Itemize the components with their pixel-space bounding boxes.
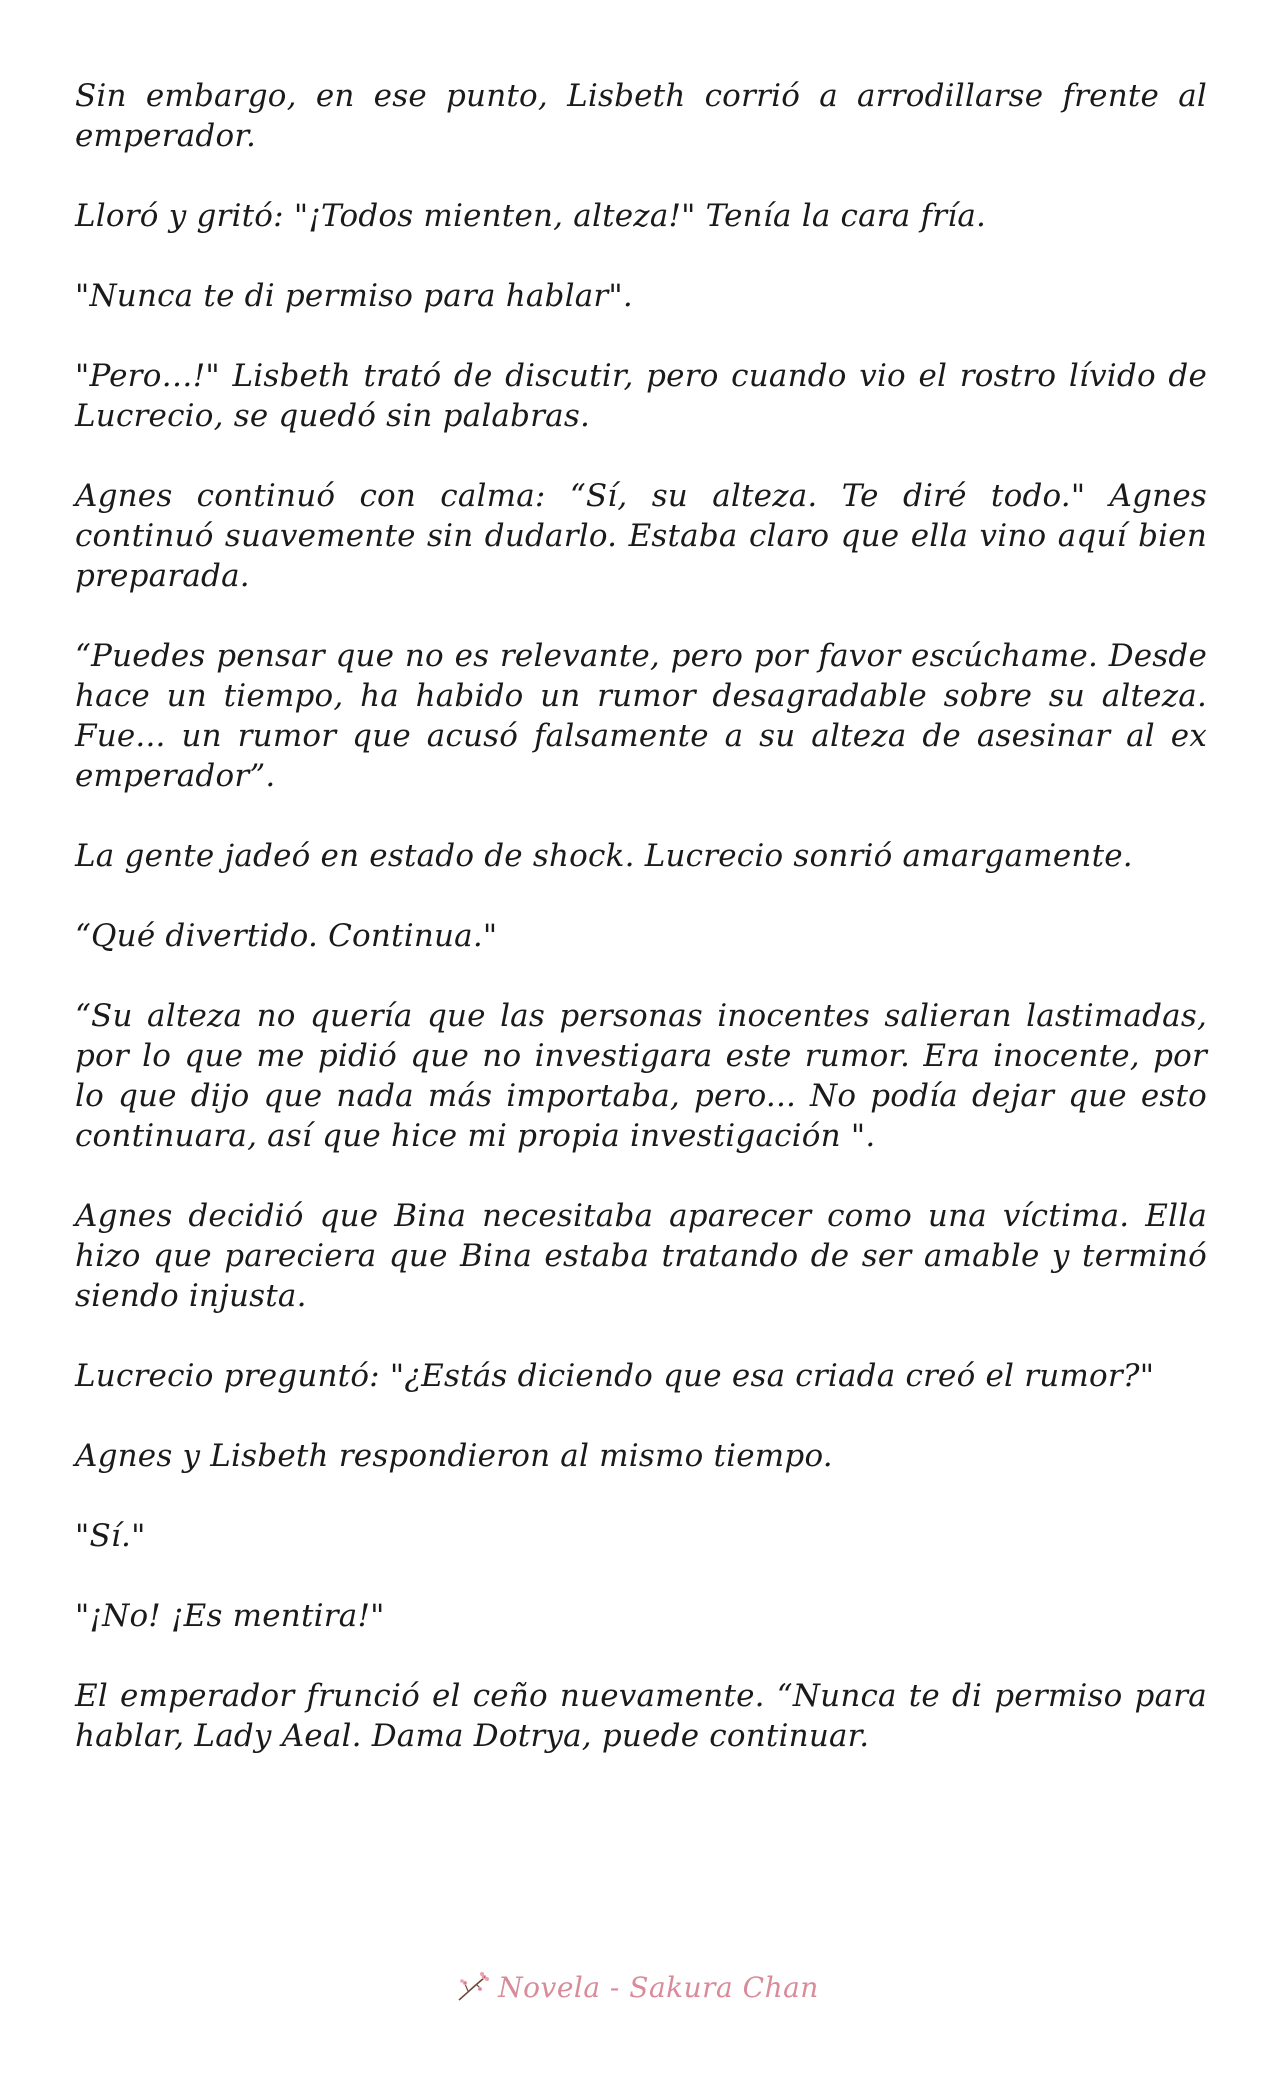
footer-text: Novela - Sakura Chan <box>498 1970 819 2004</box>
paragraph: "Sí." <box>75 1518 146 1554</box>
paragraph: Agnes y Lisbeth respondieron al mismo tiempo. <box>75 1438 833 1474</box>
paragraph: “Puedes pensar que no es relevante, pero por favor escúchame. Desde hace un tiempo, ha habido un rumor desagradable sobre su alteza. Fue... un rumor que acusó falsamente a su alteza de asesinar al ex emperador”. <box>75 638 1207 794</box>
footer-watermark <box>0 1970 1275 2004</box>
paragraph: "Pero…!" Lisbeth trató de discutir, pero cuando vio el rostro lívido de Lucrecio, se quedó sin palabras. <box>75 358 1207 434</box>
paragraph: El emperador frunció el ceño nuevamente. “Nunca te di permiso para hablar, Lady Aeal. Dama Dotrya, puede continuar. <box>75 1678 1207 1754</box>
sakura-branch-icon <box>456 1970 490 2004</box>
paragraph: “Qué divertido. Continua." <box>75 918 498 954</box>
paragraph: "¡No! ¡Es mentira!" <box>75 1598 385 1634</box>
footer-brand <box>456 1970 819 2004</box>
paragraph: Agnes continuó con calma: “Sí, su alteza. Te diré todo." Agnes continuó suavemente sin dudarlo. Estaba claro que ella vino aquí bien preparada. <box>75 478 1207 594</box>
paragraph: Sin embargo, en ese punto, Lisbeth corrió a arrodillarse frente al emperador. <box>75 78 1207 154</box>
paragraph: "Nunca te di permiso para hablar". <box>75 278 633 314</box>
paragraph: Lloró y gritó: "¡Todos mienten, alteza!" Tenía la cara fría. <box>75 198 987 234</box>
paragraph: Agnes decidió que Bina necesitaba aparecer como una víctima. Ella hizo que pareciera que Bina estaba tratando de ser amable y terminó siendo injusta. <box>75 1198 1207 1314</box>
document-body <box>75 76 1207 1796</box>
paragraph: Lucrecio preguntó: "¿Estás diciendo que esa criada creó el rumor?" <box>75 1358 1155 1394</box>
paragraph: “Su alteza no quería que las personas inocentes salieran lastimadas, por lo que me pidió que no investigara este rumor. Era inocente, por lo que dijo que nada más importaba, pero... No podía dejar que esto continuara, así que hice mi propia investigación ". <box>75 998 1207 1154</box>
paragraph: La gente jadeó en estado de shock. Lucrecio sonrió amargamente. <box>75 838 1133 874</box>
